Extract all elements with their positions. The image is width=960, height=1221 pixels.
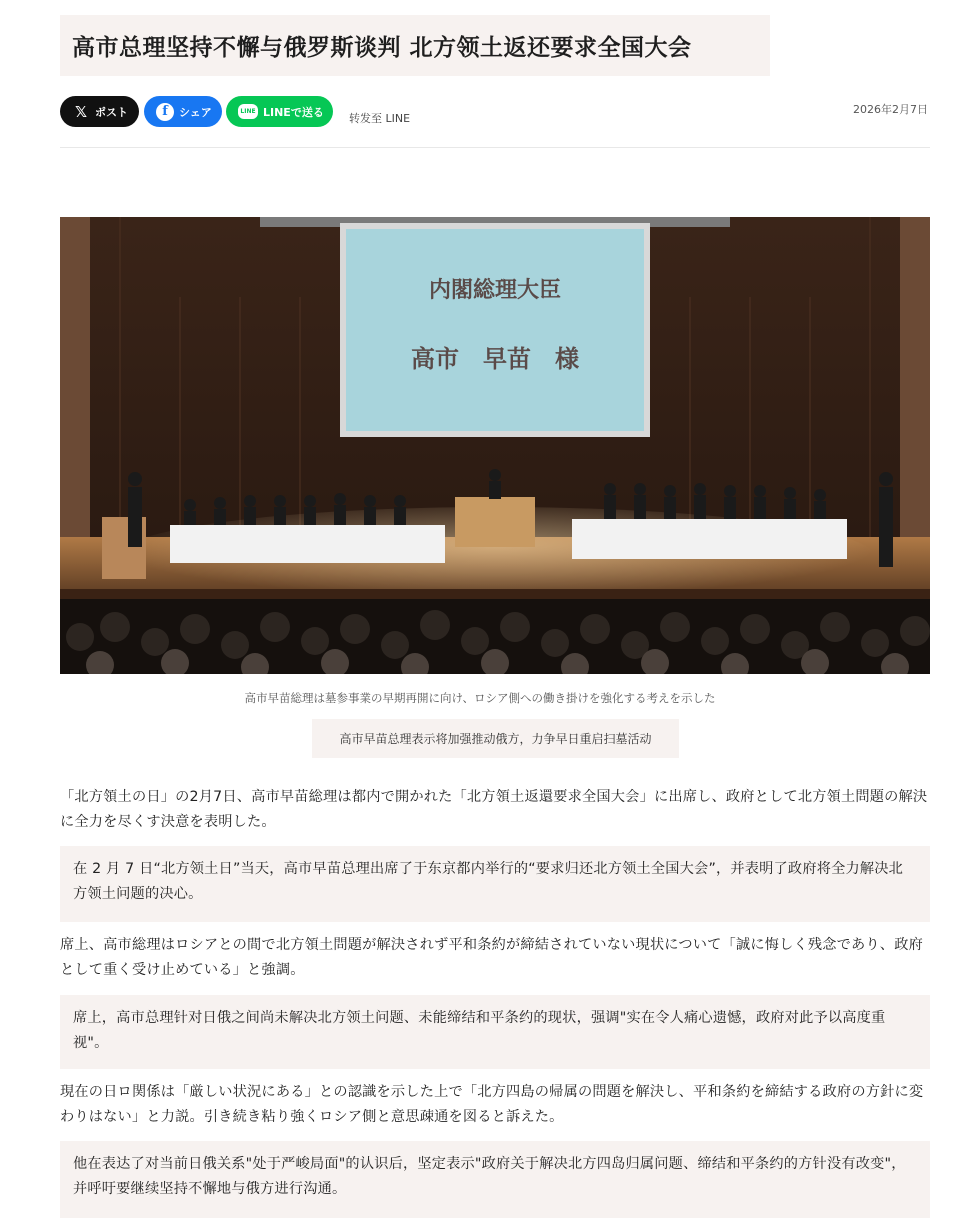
line-icon: LINE [238,104,258,119]
photo-caption-zh-text: 高市早苗总理表示将加强推动俄方，力争早日重启扫墓活动 [339,732,652,746]
x-logo-icon: 𝕏 [74,102,88,121]
share-x-button[interactable] [60,96,139,127]
share-facebook-button[interactable] [144,96,222,127]
share-bar [60,96,930,128]
screen-text-line1: 内閣総理大臣 [428,278,562,303]
conference-hall-illustration [60,217,930,674]
header-divider [60,147,930,148]
forward-to-line-link[interactable]: 转发至 LINE [349,112,411,125]
share-x-label: ポスト [95,105,128,119]
page-title: 高市总理坚持不懈与俄罗斯谈判 北方领土返还要求全国大会 [72,35,692,61]
photo-caption-ja: 高市早苗総理は墓参事業の早期再開に向け、ロシア側への働き掛けを強化する考えを示した [244,691,716,705]
paragraph-zh-3: 他在表达了对当前日俄关系"处于严峻局面"的认识后，坚定表示"政府关于解决北方四岛归属问题、缔结和平条约的方针没有改变"，并呼吁要继续坚持不懈地与俄方进行沟通。 [60,1141,930,1218]
photo-caption-zh [312,719,679,758]
screen-text-line2: 高市 早苗 様 [411,345,579,373]
paragraph-zh-1: 在 2 月 7 日“北方领土日”当天，高市早苗总理出席了于东京都内举行的“要求归还北方领土全国大会”，并表明了政府将全力解决北方领土问题的决心。 [60,846,930,922]
paragraph-zh-2: 席上，高市总理针对日俄之间尚未解决北方领土问题、未能缔结和平条约的现状，强调"实在令人痛心遗憾，政府对此予以高度重视"。 [60,995,930,1069]
paragraph-ja-2: 席上、高市総理はロシアとの間で北方領土問題が解決されず平和条約が締結されていない現状について「誠に悔しく残念であり、政府として重く受け止めている」と強調。 [60,937,923,978]
paragraph-ja-3: 現在の日ロ関係は「厳しい状況にある」との認識を示した上で「北方四島の帰属の問題を解決し、平和条約を締結する政府の方針に変わりはない」と力説。引き続き粘り強くロシア側と意思疎通を図ると訴えた。 [60,1084,924,1125]
share-facebook-label: シェア [179,105,212,119]
headline-box [60,15,770,76]
article-photo [60,217,930,674]
paragraph-ja-1: 「北方領土の日」の2月7日、高市早苗総理は都内で開かれた「北方領土返還要求全国大会」に出席し、政府として北方領土問題の解決に全力を尽くす決意を表明した。 [60,789,928,830]
publish-date: 2026年2月7日 [853,103,928,116]
facebook-icon: f [156,103,174,121]
share-line-label: LINEで送る [263,105,324,119]
share-line-button[interactable] [226,96,333,127]
